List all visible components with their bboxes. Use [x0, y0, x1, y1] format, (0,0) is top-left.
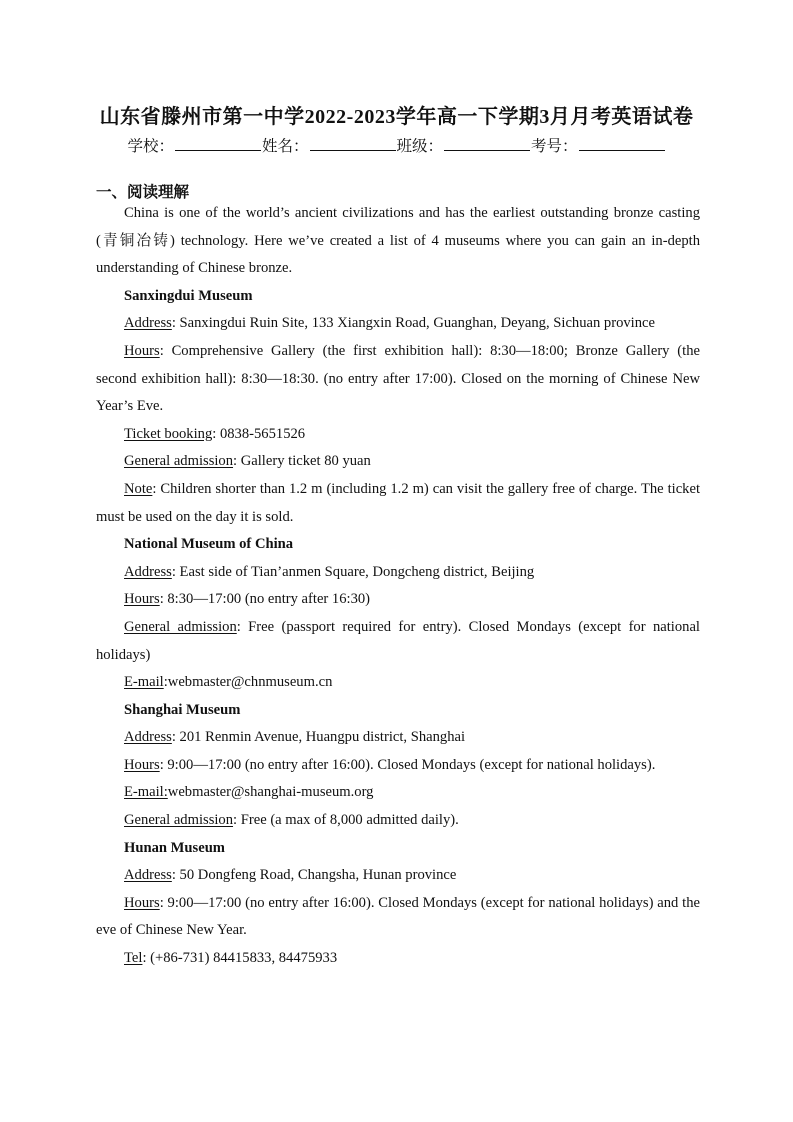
sanxingdui-note — [96, 476, 700, 531]
sanxingdui-hours — [96, 338, 700, 421]
national-admission — [96, 614, 700, 669]
email-label: E-mail — [124, 674, 164, 691]
address-value: : 50 Dongfeng Road, Changsha, Hunan province — [171, 867, 457, 884]
admission-label: General admission — [124, 618, 237, 635]
hunan-hours — [96, 890, 700, 945]
hours-value: : Comprehensive Gallery (the first exhibition hall): 8:30—18:00; Bronze Gallery (the second exhibition hall): 8:30—18:30. (no entry after 17:00). Closed on the morning of Chinese New Year’s Eve. — [96, 342, 700, 415]
address-label: Address — [124, 315, 172, 332]
address-label: Address — [124, 867, 172, 884]
national-hours — [96, 586, 700, 614]
address-label: Address — [124, 729, 172, 746]
passage — [96, 200, 700, 973]
shanghai-email — [96, 779, 700, 807]
sanxingdui-admission — [96, 448, 700, 476]
school-label: 学校： — [127, 138, 174, 155]
note-label: Note — [124, 480, 153, 497]
sanxingdui-address — [96, 310, 700, 338]
ticket-value: : 0838-5651526 — [212, 425, 306, 442]
name-label: 姓名： — [261, 138, 309, 155]
address-label: Address — [124, 563, 172, 580]
email-value: webmaster@shanghai-museum.org — [167, 784, 374, 801]
hunan-address — [96, 862, 700, 890]
ticket-label: Ticket booking — [124, 425, 213, 442]
shanghai-address — [96, 724, 700, 752]
exam-no-blank[interactable] — [579, 136, 665, 151]
student-info-line — [0, 134, 793, 156]
hours-label: Hours — [124, 342, 160, 359]
hours-value: : 9:00—17:00 (no entry after 16:00). Closed Mondays (except for national holidays). — [159, 756, 656, 773]
exam-title: 山东省滕州市第一中学2022-2023学年高一下学期3月月考英语试卷 — [99, 106, 694, 128]
section-heading: 一、阅读理解 — [96, 184, 190, 201]
hours-value: : 9:00—17:00 (no entry after 16:00). Closed Mondays (except for national holidays) and the eve of Chinese New Year. — [96, 894, 700, 939]
intro-paragraph: China is one of the world’s ancient civilizations and has the earliest outstanding bronze casting (青铜冶铸) technology. Here we’ve created a list of 4 museums where you can gain an in-depth understanding of Chinese bronze. — [96, 205, 700, 277]
shanghai-hours — [96, 752, 700, 780]
note-value: : Children shorter than 1.2 m (including 1.2 m) can visit the gallery free of charge. The ticket must be used on the day it is sold. — [96, 480, 700, 525]
sanxingdui-ticket — [96, 421, 700, 449]
national-address — [96, 559, 700, 587]
name-blank[interactable] — [310, 136, 396, 151]
tel-value: : (+86-731) 84415833, 84475933 — [142, 950, 338, 967]
hours-label: Hours — [124, 756, 160, 773]
hours-label: Hours — [124, 894, 160, 911]
hours-label: Hours — [124, 591, 160, 608]
address-value: : 201 Renmin Avenue, Huangpu district, Shanghai — [171, 729, 466, 746]
museum-name-national: National Museum of China — [124, 536, 294, 553]
email-label: E-mail: — [124, 784, 168, 801]
admission-value: : Free (a max of 8,000 admitted daily). — [233, 812, 459, 829]
admission-value: : Gallery ticket 80 yuan — [233, 453, 371, 470]
admission-label: General admission — [124, 453, 234, 470]
museum-name-shanghai: Shanghai Museum — [124, 701, 241, 718]
museum-name-hunan: Hunan Museum — [124, 839, 225, 856]
tel-label: Tel — [124, 950, 143, 967]
museum-name-sanxingdui: Sanxingdui Museum — [124, 287, 253, 304]
class-blank[interactable] — [444, 136, 530, 151]
hours-value: : 8:30—17:00 (no entry after 16:30) — [159, 591, 371, 608]
admission-value: : Free (passport required for entry). Closed Mondays (except for national holidays) — [96, 618, 700, 663]
shanghai-admission — [96, 807, 700, 835]
email-value: :webmaster@chnmuseum.cn — [163, 674, 333, 691]
hunan-tel — [96, 945, 700, 973]
national-email — [96, 669, 700, 697]
school-blank[interactable] — [175, 136, 261, 151]
admission-label: General admission — [124, 812, 234, 829]
address-value: : East side of Tian’anmen Square, Dongcheng district, Beijing — [171, 563, 535, 580]
exam-no-label: 考号： — [531, 138, 578, 155]
class-label: 班级： — [396, 138, 444, 155]
address-value: : Sanxingdui Ruin Site, 133 Xiangxin Road, Guanghan, Deyang, Sichuan province — [171, 315, 655, 332]
